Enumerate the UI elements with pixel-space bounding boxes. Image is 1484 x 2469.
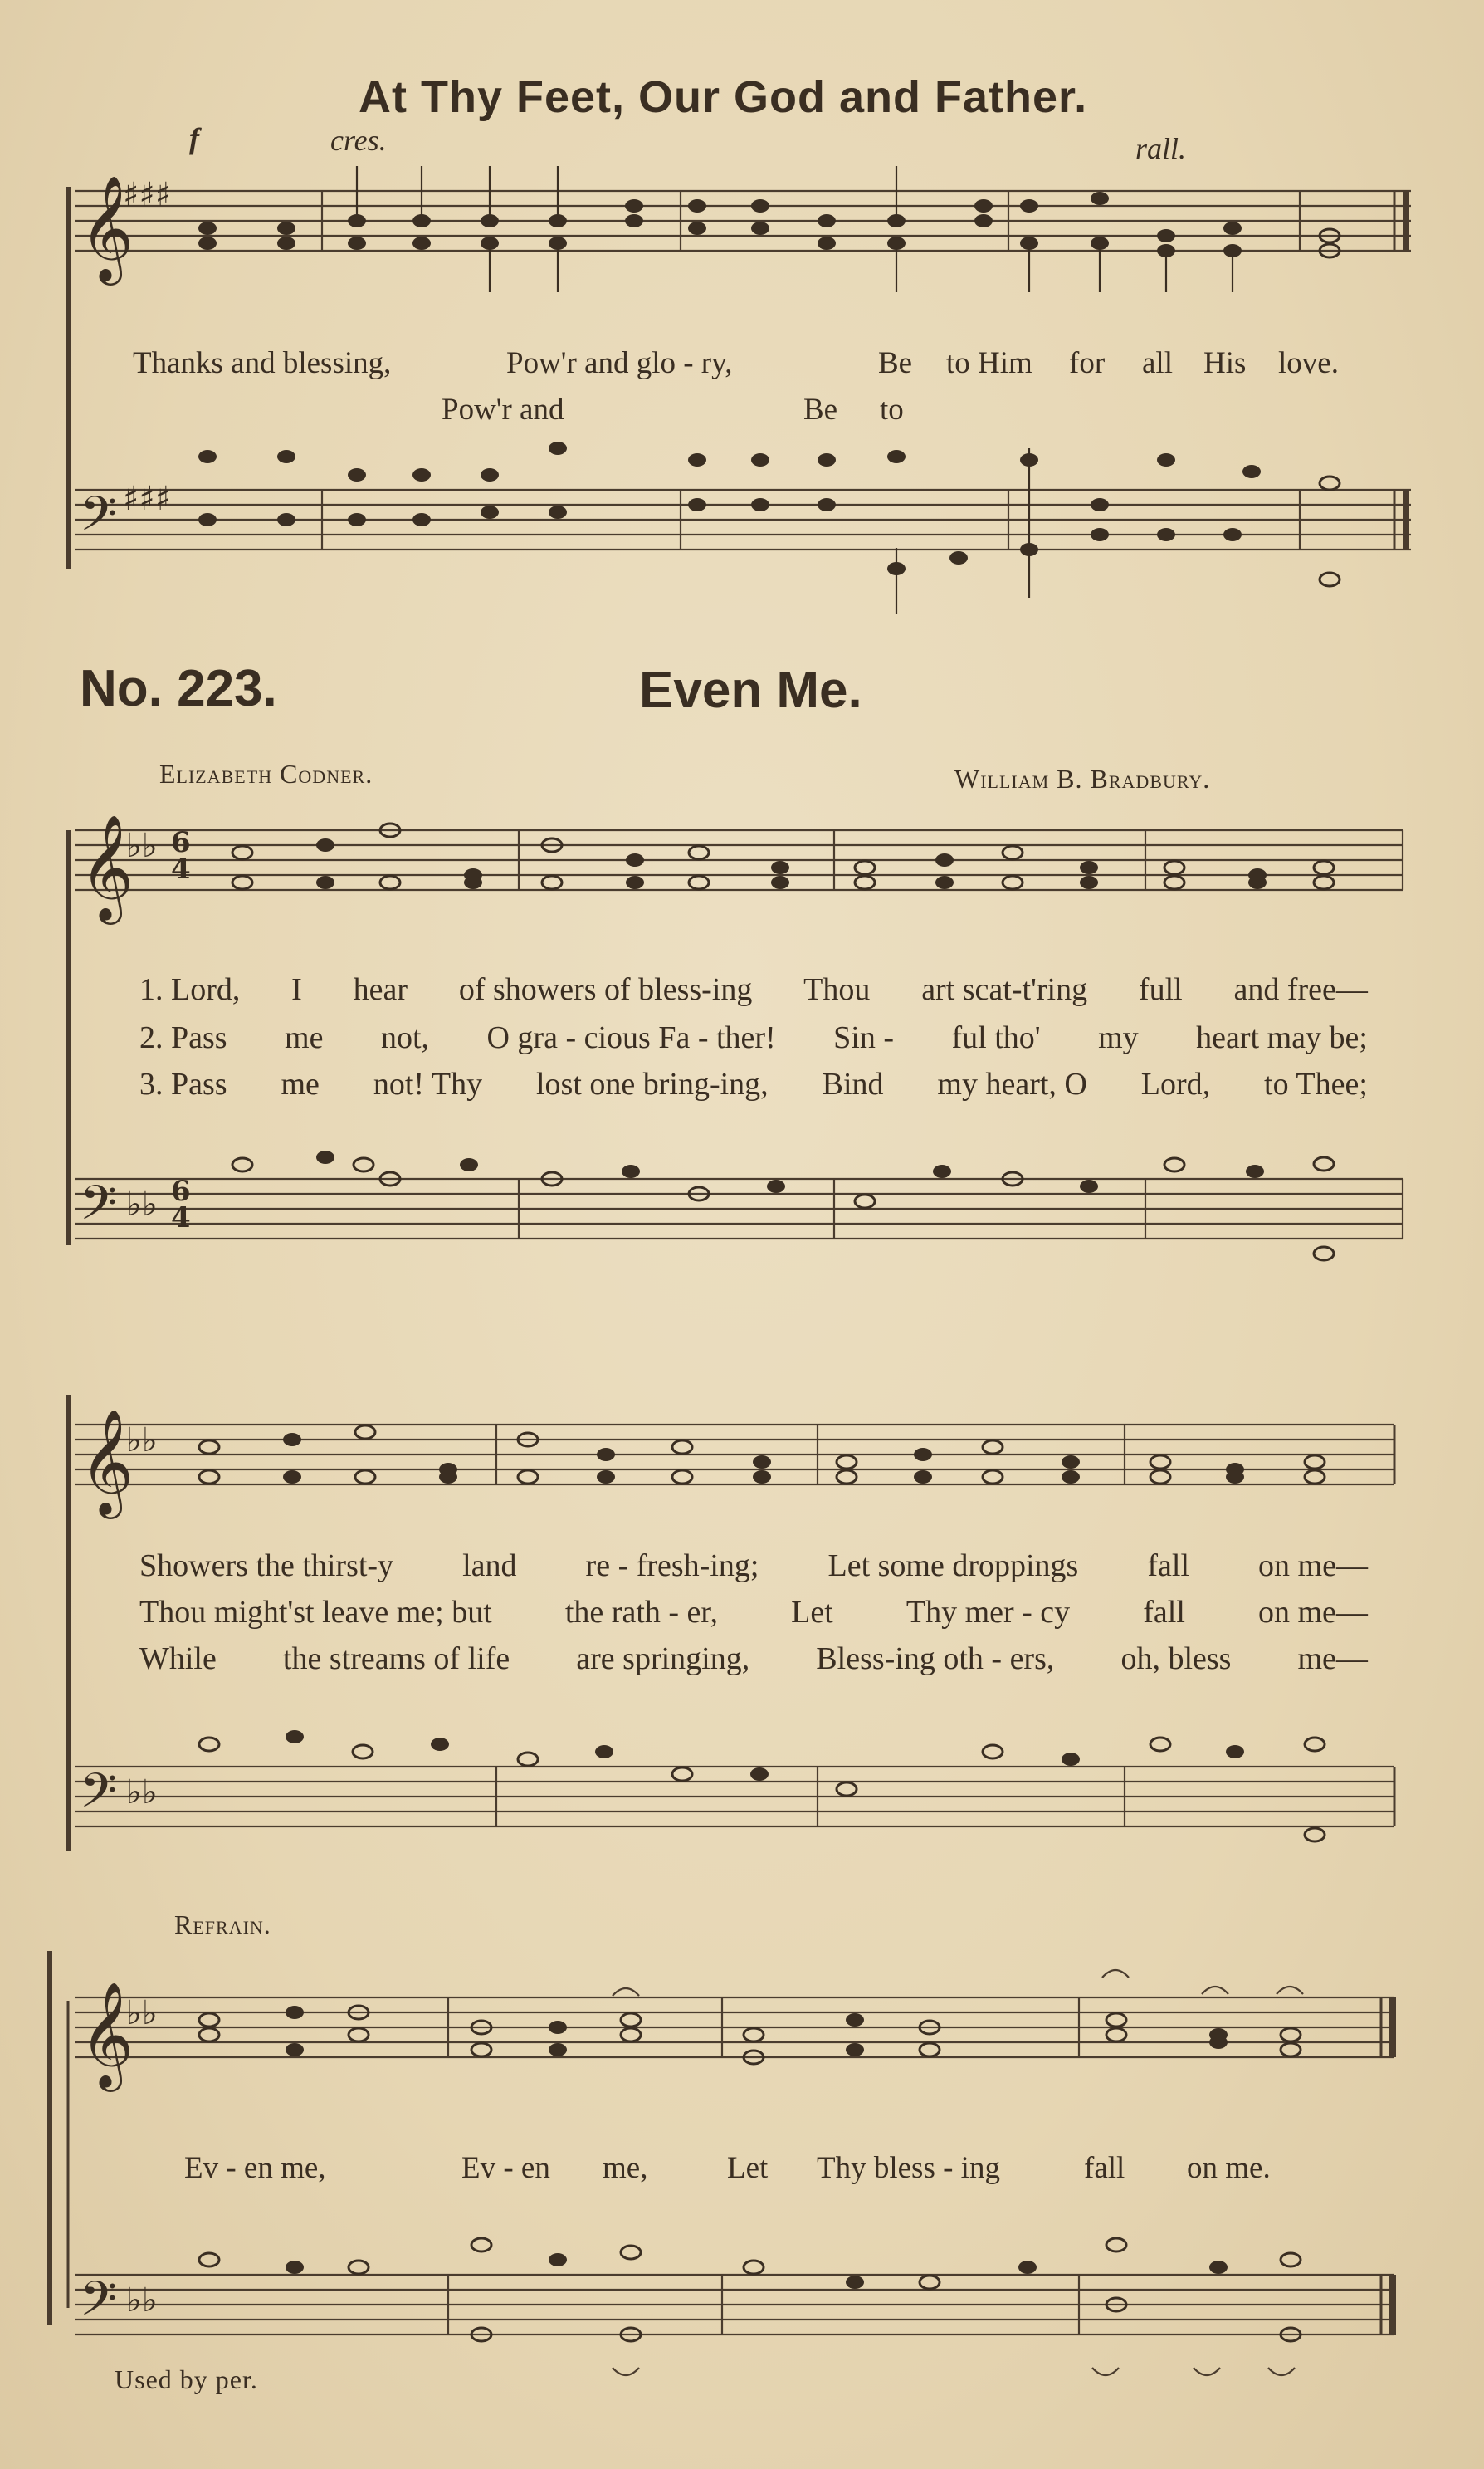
- dynamic-rallentando: rall.: [1135, 132, 1187, 165]
- svg-text:𝄢: 𝄢: [80, 2271, 118, 2339]
- svg-text:6: 6: [171, 1175, 191, 1208]
- svg-text:♭♭: ♭♭: [126, 1773, 158, 1811]
- svg-text:𝄞: 𝄞: [80, 814, 134, 920]
- refrain-lyrics: Ev - en me, Ev - en me, Let Thy bless - ing fall on me.: [184, 2151, 1271, 2185]
- svg-text:𝄞: 𝄞: [80, 174, 134, 281]
- dynamic-crescendo: cres.: [330, 124, 387, 157]
- dynamic-forte: f: [189, 122, 199, 155]
- svg-text:𝄢: 𝄢: [80, 1763, 118, 1831]
- svg-text:♯♯♯: ♯♯♯: [123, 176, 172, 214]
- verse-1-line-1: 1. Lord, I hear of showers of bless-ing Thou art scat-t'ring full and free—: [139, 972, 1368, 1007]
- hymn-author: Elizabeth Codner.: [159, 759, 373, 789]
- verse-2-line-2: Thou might'st leave me; but the rath - er, Let Thy mer - cy fall on me—: [139, 1595, 1368, 1630]
- svg-text:𝄢: 𝄢: [80, 486, 118, 554]
- verse-3-line-1: 3. Pass me not! Thy lost one bring-ing, Bind my heart, O Lord, to Thee;: [139, 1067, 1368, 1102]
- verse-3-line-2: While the streams of life are springing, Bless-ing oth - ers, oh, bless me—: [139, 1641, 1368, 1676]
- footer-permission-note: Used by per.: [115, 2364, 258, 2394]
- svg-text:♭♭: ♭♭: [126, 2281, 158, 2320]
- hymn-number: No. 223.: [80, 660, 277, 717]
- prev-hymn-title: At Thy Feet, Our God and Father.: [359, 72, 1088, 122]
- hymn-title: Even Me.: [639, 662, 862, 719]
- verse-1-line-2: Showers the thirst-y land re - fresh-ing; Let some droppings fall on me—: [139, 1548, 1368, 1583]
- svg-text:♭♭: ♭♭: [126, 1421, 158, 1459]
- svg-text:𝄞: 𝄞: [80, 1981, 134, 2087]
- hymn-composer: William B. Bradbury.: [954, 764, 1211, 794]
- svg-text:𝄞: 𝄞: [80, 1408, 134, 1514]
- svg-text:♭♭: ♭♭: [126, 1994, 158, 2032]
- prev-hymn-score: [0, 0, 1484, 631]
- refrain-label: Refrain.: [174, 1909, 271, 1939]
- verse-2-line-1: 2. Pass me not, O gra - cious Fa - ther! Sin - ful tho' my heart may be;: [139, 1020, 1368, 1055]
- svg-text:4: 4: [171, 853, 191, 886]
- svg-text:𝄢: 𝄢: [80, 1175, 118, 1243]
- svg-text:♭♭: ♭♭: [126, 1186, 158, 1224]
- bass-staff: [75, 490, 1411, 550]
- svg-text:♯♯♯: ♯♯♯: [123, 480, 172, 518]
- svg-text:♭♭: ♭♭: [126, 827, 158, 865]
- svg-text:6: 6: [171, 826, 191, 859]
- svg-text:4: 4: [171, 1201, 191, 1234]
- treble-staff: [75, 191, 1411, 251]
